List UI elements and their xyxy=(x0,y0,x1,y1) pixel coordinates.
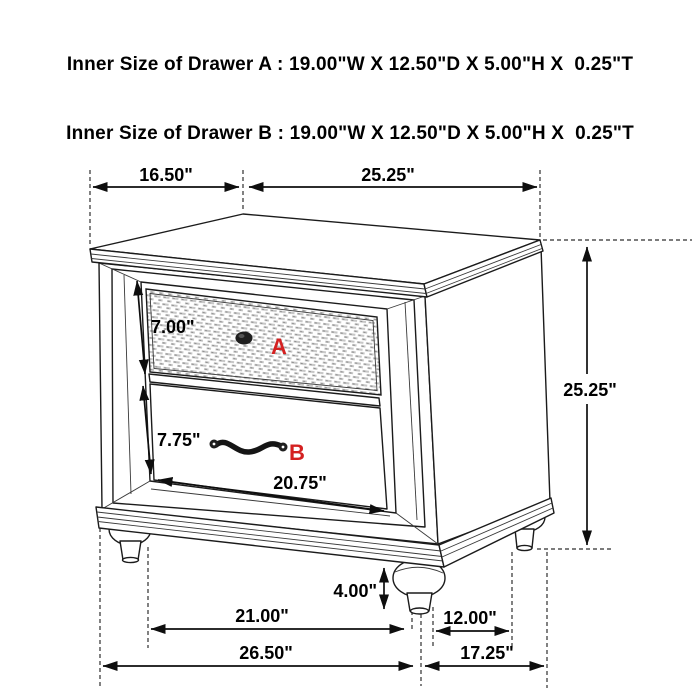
svg-text:12.00": 12.00" xyxy=(443,608,497,628)
svg-text:26.50": 26.50" xyxy=(239,643,293,663)
nightstand-drawing xyxy=(90,214,554,614)
svg-text:16.50": 16.50" xyxy=(139,165,193,185)
drawer-a-label: A xyxy=(271,334,287,359)
dim-base-width xyxy=(103,643,413,666)
dim-top-width xyxy=(249,165,537,187)
drawer-b-size-line: Inner Size of Drawer B : 19.00"W X 12.50"D X 5.00"H X 0.25"T xyxy=(66,123,634,144)
foot-front-right xyxy=(393,559,445,614)
svg-text:4.00": 4.00" xyxy=(333,581,377,601)
dim-overall-height xyxy=(563,247,617,545)
dim-base-depth xyxy=(425,643,544,666)
svg-text:7.75": 7.75" xyxy=(157,430,201,450)
drawer-a-size-line: Inner Size of Drawer A : 19.00"W X 12.50"D X 5.00"H X 0.25"T xyxy=(66,54,634,75)
svg-text:20.75": 20.75" xyxy=(273,473,327,493)
dim-front-leg-span xyxy=(151,606,404,629)
dim-side-leg-span xyxy=(436,608,509,631)
drawer-b-label: B xyxy=(289,440,305,465)
svg-text:7.00": 7.00" xyxy=(151,317,195,337)
svg-text:21.00": 21.00" xyxy=(235,606,289,626)
dim-top-depth xyxy=(93,165,239,187)
drawer-a-knob-icon xyxy=(236,332,253,345)
svg-text:25.25": 25.25" xyxy=(563,380,617,400)
svg-text:25.25": 25.25" xyxy=(361,165,415,185)
dim-leg-height xyxy=(333,568,384,609)
svg-text:17.25": 17.25" xyxy=(460,643,514,663)
